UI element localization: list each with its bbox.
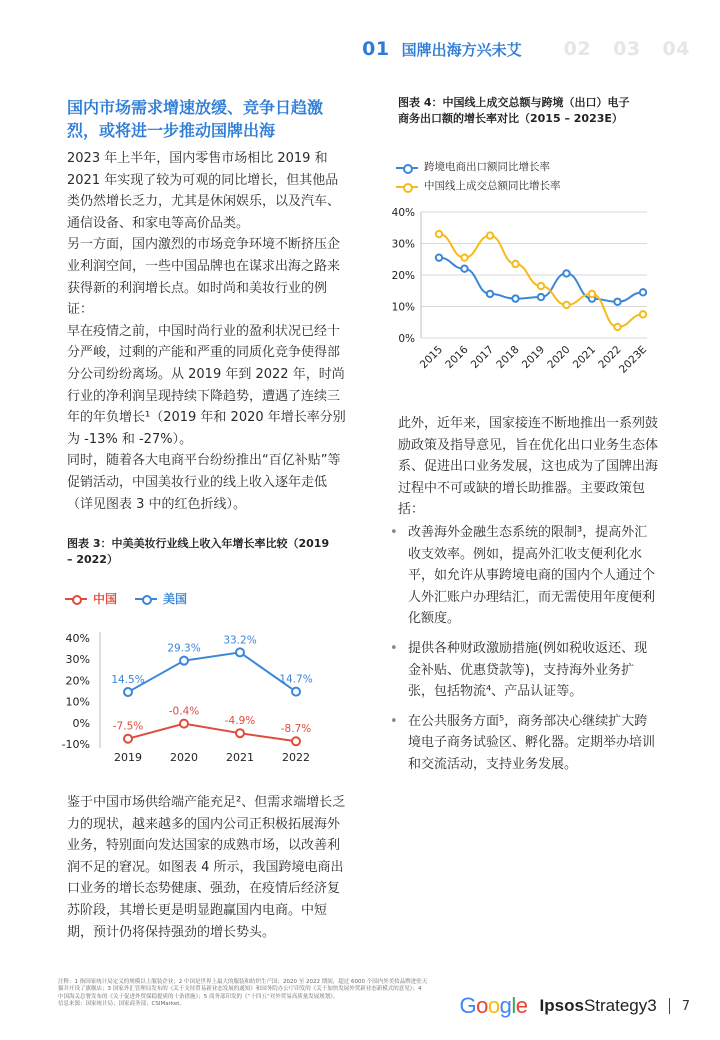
- figure-3-chart: [60, 620, 350, 770]
- legend-line-marker: [135, 594, 157, 604]
- x-tick-label: 2016: [443, 343, 471, 372]
- series-line-usa: [128, 652, 296, 692]
- legend-item-usa: [135, 590, 187, 607]
- section-title: 国内市场需求增速放缓、竞争日趋激烈，或将进一步推动国牌出海: [67, 98, 324, 140]
- data-point: [236, 729, 244, 737]
- data-label: -0.4%: [168, 705, 200, 718]
- figure-3-legend: [65, 590, 187, 607]
- page-number: 7: [681, 998, 690, 1014]
- footnote-sources: 信息来源：国家统计局；国家商务部；CSIMarket。: [58, 1001, 185, 1008]
- data-point: [563, 302, 569, 308]
- chapter-number-3: 03: [613, 38, 641, 60]
- legend-label: 中国: [93, 592, 118, 606]
- data-point: [124, 688, 132, 696]
- y-tick-label: 10%: [65, 695, 90, 709]
- data-label: 29.3%: [167, 642, 201, 655]
- legend-line-marker: [396, 182, 418, 192]
- google-logo-letter: e: [515, 993, 528, 1018]
- footnotes: [58, 979, 428, 1009]
- x-tick-label: 2021: [570, 343, 599, 372]
- chapter-nav: [362, 38, 690, 60]
- paragraph: 鉴于中国市场供给端产能充足²、但需求端增长乏力的现状，越来越多的国内公司正积极拓展海外业务，特别面向发达国家的成熟市场，以改善利润不足的窘况。如图表 4 所示，我国跨境电商出口业务的增长态势健康、强劲，在疫情后经济复苏阶段，其增长更是明显跑赢国内电商。中短期，预计仍将保持强劲的增长势头。: [67, 795, 346, 940]
- legend-label: 美国: [163, 592, 188, 606]
- legend-line-marker: [396, 163, 418, 173]
- data-point: [461, 254, 467, 260]
- paragraph: 同时，随着各大电商平台纷纷推出“百亿补贴”等促销活动，中国美妆行业的线上收入逐年走低（详见图表 3 中的红色折线）。: [67, 453, 341, 512]
- data-point: [124, 735, 132, 743]
- legend-item-cross-border: [396, 158, 561, 177]
- data-point: [180, 657, 188, 665]
- data-point: [487, 291, 493, 297]
- x-tick-label: 2017: [468, 343, 497, 372]
- y-tick-label: 0%: [398, 333, 415, 345]
- figure-4-title: 图表 4：中国线上成交总额与跨境（出口）电子商务出口额的增长率对比（2015 – 2023E）: [398, 96, 630, 125]
- footer-divider: [669, 998, 670, 1014]
- paragraph: 2023 年上半年，国内零售市场相比 2019 和 2021 年实现了较为可观的同比增长，但其他品类仍然增长乏力，尤其是休闲娱乐，以及汽车、通信设备、和家电等高价品类。: [67, 151, 341, 231]
- data-point: [180, 720, 188, 728]
- data-label: 14.5%: [111, 674, 145, 687]
- data-point: [512, 261, 518, 267]
- list-item: • 提供各种财政激励措施(例如税收返还、现金补贴、优惠贷款等)，支持海外业务扩张，包括物流⁴、产品认证等。: [388, 638, 660, 703]
- chapter-title: 国牌出海方兴未艾: [401, 40, 522, 59]
- legend-label: 跨境电商出口额同比增长率: [424, 161, 550, 173]
- data-point: [589, 291, 595, 297]
- y-tick-label: 30%: [65, 653, 90, 667]
- data-point: [640, 311, 646, 317]
- google-logo-letter: g: [499, 993, 512, 1018]
- y-tick-label: 20%: [391, 270, 415, 282]
- legend-item-china: [65, 590, 117, 607]
- data-point: [614, 299, 620, 305]
- data-point: [614, 324, 620, 330]
- right-body-text: [398, 413, 660, 521]
- data-point: [640, 289, 646, 295]
- data-label: 33.2%: [223, 634, 257, 647]
- list-item: • 改善海外金融生态系统的限制³，提高外汇收支效率。例如，提高外汇收支便利化水平，如允许从事跨境电商的国内个人通过个人外汇账户办理结汇，而无需使用年度便利化额度。: [388, 522, 660, 630]
- legend-label: 中国线上成交总额同比增长率: [424, 180, 561, 192]
- y-tick-label: -10%: [61, 738, 90, 751]
- legend-line-marker: [65, 594, 87, 604]
- chapter-number-2: 02: [563, 38, 592, 60]
- google-logo-letter: o: [476, 993, 488, 1018]
- paragraph: 早在疫情之前，中国时尚行业的盈利状况已经十分严峻，过剩的产能和严重的同质化竞争使得部分公司纷纷离场。从 2019 年到 2022 年，时尚行业的净利润呈现持续下降趋势，遭遇了连续三年的年负增长¹（2019 年和 2020 年增长率分别为 -13% 和 -27%）。: [67, 323, 346, 447]
- data-point: [236, 648, 244, 656]
- series-line-online-gmv: [439, 234, 643, 327]
- data-label: -7.5%: [112, 720, 144, 733]
- data-point: [563, 270, 569, 276]
- x-tick-label: 2022: [596, 343, 624, 372]
- figure-4-chart: [385, 200, 655, 390]
- google-logo-letter: G: [459, 993, 477, 1018]
- footnote-notes: 注释：1 指国家统计局定义的规模以上服装企业；2 中国是世界上最大的服装和纺织生产国；2020 至 2022 期间，超过 6000 个国内外美妆品牌进驻天猫并开设了旗舰店；3 国家外汇管理局发布的《关于支持贸易新业态发展的通知》和国务院办公厅印发的《关于加快发展外贸新业态新模式的意见》；4 中国海关总署发布的《关于促进外贸保稳提质的十条措施》；5 商务部印发的《“十四五”对外贸易高质量发展规划》。: [58, 979, 428, 1000]
- x-tick-label: 2018: [494, 343, 522, 372]
- series-line-china: [128, 724, 296, 742]
- data-point: [538, 283, 544, 289]
- x-tick-label: 2022: [282, 751, 310, 764]
- data-point: [512, 295, 518, 301]
- y-tick-label: 0%: [72, 716, 90, 730]
- y-tick-label: 20%: [65, 674, 90, 688]
- google-logo-letter: o: [487, 993, 500, 1018]
- left-bottom-text: [67, 792, 349, 943]
- chapter-number-4: 04: [662, 38, 690, 60]
- figure-4-legend: [396, 158, 561, 196]
- y-tick-label: 40%: [391, 207, 415, 219]
- data-label: -4.9%: [224, 715, 256, 728]
- data-point: [292, 688, 300, 696]
- paragraph: 另一方面，国内激烈的市场竞争环境不断挤压企业利润空间，一些中国品牌也在谋求出海之路来获得新的利润增长点。如时尚和美妆行业的例证：: [67, 237, 341, 318]
- google-logo: [460, 993, 528, 1019]
- x-tick-label: 2023E: [617, 343, 650, 376]
- y-tick-label: 40%: [65, 632, 90, 645]
- x-tick-label: 2020: [170, 751, 198, 764]
- x-tick-label: 2020: [545, 343, 573, 372]
- x-tick-label: 2019: [114, 751, 142, 764]
- data-point: [538, 294, 544, 300]
- data-point: [436, 231, 442, 237]
- y-tick-label: 30%: [391, 238, 415, 251]
- google-logo-letter: l: [511, 993, 516, 1018]
- footer: [460, 993, 690, 1019]
- x-tick-label: 2021: [226, 751, 254, 764]
- y-tick-label: 10%: [391, 301, 415, 314]
- chapter-number-active: 01: [362, 38, 390, 60]
- x-tick-label: 2015: [417, 343, 446, 372]
- left-body-text: [67, 148, 349, 515]
- data-label: -8.7%: [280, 723, 312, 736]
- paragraph: 此外，近年来，国家接连不断地推出一系列鼓励政策及指导意见，旨在优化出口业务生态体系、促进出口业务发展，这也成为了国牌出海过程中不可或缺的增长助推器。主要政策包括：: [398, 416, 659, 518]
- data-point: [461, 266, 467, 272]
- x-tick-label: 2019: [519, 343, 548, 372]
- data-point: [487, 232, 493, 238]
- legend-item-online-gmv: [396, 177, 561, 196]
- figure-3-title: 图表 3：中美美妆行业线上收入年增长率比较（2019 – 2022）: [67, 537, 330, 566]
- data-point: [292, 737, 300, 745]
- data-label: 14.7%: [279, 673, 313, 686]
- list-item: • 在公共服务方面⁵，商务部决心继续扩大跨境电子商务试验区、孵化器。定期举办培训和交流活动，支持业务发展。: [388, 711, 660, 776]
- data-point: [436, 254, 442, 260]
- policy-list: [388, 522, 660, 784]
- ipsos-strategy3-logo: IpsosStrategy3: [539, 996, 657, 1015]
